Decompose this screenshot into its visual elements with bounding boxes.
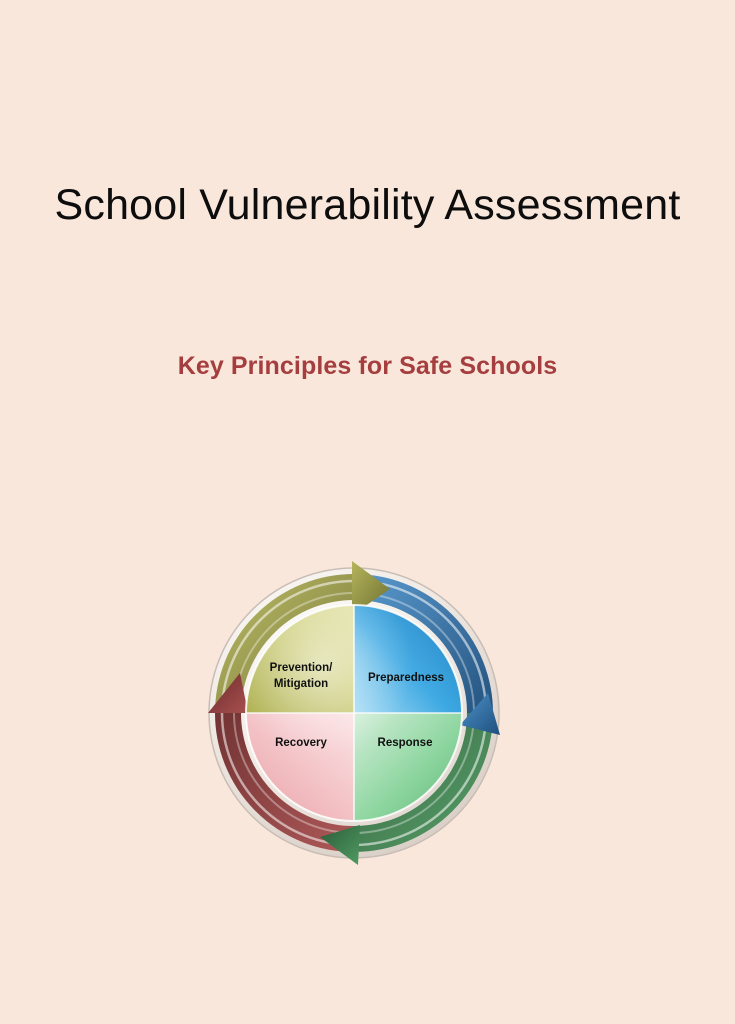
emergency-management-cycle-diagram — [184, 543, 524, 883]
label-recovery: Recovery — [275, 737, 327, 749]
page-title: School Vulnerability Assessment — [54, 180, 681, 229]
quadrant-group — [246, 605, 462, 821]
label-response: Response — [377, 737, 433, 749]
label-preparedness: Preparedness — [367, 672, 445, 684]
label-prevention-mitigation-line1: Prevention/ — [269, 662, 333, 674]
page-subtitle: Key Principles for Safe Schools — [177, 351, 558, 380]
label-prevention-mitigation-line2: Mitigation — [273, 678, 329, 690]
